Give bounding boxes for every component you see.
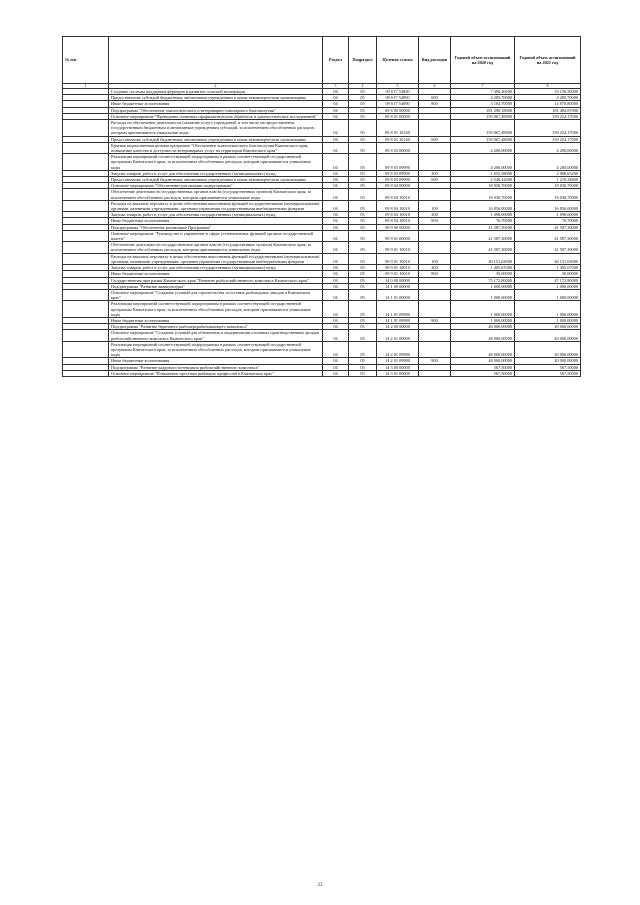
row-amount-2020: 1 000,00000 xyxy=(451,317,515,323)
row-podrazdel: 05 xyxy=(349,200,377,211)
row-number-cell xyxy=(63,142,109,153)
row-razdel: 04 xyxy=(323,177,349,183)
row-description: Основное мероприятие "Руководство и управление в сфере установленных функций органов государственной власти" xyxy=(109,230,323,241)
row-target-article: 09 8 04 10010 xyxy=(377,200,419,211)
row-amount-2021: 30,00000 xyxy=(515,271,581,277)
row-amount-2020: 48 000,00000 xyxy=(451,324,515,330)
row-target-article: 09 8 04 10010 xyxy=(377,212,419,218)
row-amount-2020: 567,50000 xyxy=(451,364,515,370)
row-razdel: 04 xyxy=(323,183,349,189)
row-number-cell xyxy=(63,301,109,318)
row-podrazdel: 05 xyxy=(349,230,377,241)
row-amount-2020: 1 098,00000 xyxy=(451,212,515,218)
row-expense-type xyxy=(419,341,451,358)
row-expense-type: 200 xyxy=(419,170,451,176)
row-number-cell xyxy=(63,341,109,358)
row-amount-2021: 1 405,67000 xyxy=(515,265,581,271)
row-razdel: 04 xyxy=(323,107,349,113)
row-number-cell xyxy=(63,189,109,200)
col-header-2021: Годовой объем ассигнований на 2021 год xyxy=(515,37,581,84)
row-description: Создание системы поддержки фермеров и развитие сельской кооперации xyxy=(109,89,323,95)
row-expense-type xyxy=(419,289,451,300)
row-razdel: 04 xyxy=(323,324,349,330)
row-target-article: 14 2 00 00000 xyxy=(377,324,419,330)
row-target-article: 14 3 01 00000 xyxy=(377,370,419,376)
row-target-article: 09 9 00 00000 xyxy=(377,224,419,230)
col-header-vid: Вид расходов xyxy=(419,37,451,84)
row-number-cell xyxy=(63,289,109,300)
row-expense-type: 800 xyxy=(419,271,451,277)
row-razdel: 04 xyxy=(323,301,349,318)
row-podrazdel: 05 xyxy=(349,142,377,153)
col-header-podrazdel: Подраздел xyxy=(349,37,377,84)
row-razdel: 04 xyxy=(323,289,349,300)
row-number-cell xyxy=(63,200,109,211)
table-row xyxy=(63,253,581,264)
col-header-statya: Целевая статья xyxy=(377,37,419,84)
row-expense-type: 600 xyxy=(419,136,451,142)
row-target-article: 09 8 03 00000 xyxy=(377,142,419,153)
row-amount-2020: 159 067,48000 xyxy=(451,136,515,142)
column-number: 4 xyxy=(349,84,377,89)
row-description: Закупка товаров, работ и услуг для обеспечения государственных (муниципальных) нужд xyxy=(109,212,323,218)
row-expense-type xyxy=(419,330,451,341)
row-podrazdel: 05 xyxy=(349,177,377,183)
row-number-cell xyxy=(63,253,109,264)
row-podrazdel: 05 xyxy=(349,370,377,376)
row-description: Закупка товаров, работ и услуг для обеспечения государственных (муниципальных) нужд xyxy=(109,265,323,271)
row-amount-2020: 30,00000 xyxy=(451,271,515,277)
row-number-cell xyxy=(63,120,109,137)
row-amount-2021: 4 200,00000 xyxy=(515,154,581,171)
row-podrazdel: 05 xyxy=(349,101,377,107)
row-description: Иные бюджетные ассигнования xyxy=(109,218,323,224)
table-row xyxy=(63,189,581,200)
row-amount-2020: 567,50000 xyxy=(451,370,515,376)
row-target-article: 09 8 01 00000 xyxy=(377,113,419,119)
row-expense-type xyxy=(419,370,451,376)
row-razdel: 04 xyxy=(323,154,349,171)
row-amount-2021: 41 587,30000 xyxy=(515,230,581,241)
row-target-article: 14 2 01 00000 xyxy=(377,330,419,341)
row-expense-type: 800 xyxy=(419,101,451,107)
column-number: 7 xyxy=(451,84,515,89)
row-description: Расходы на обеспечение деятельности (оказание услуг) учреждений, в том числе на предоставление государственным бюджетным и автономным учреждениям субсидий, за исключением обособленных расходов, которым присваиваются уникальные коды xyxy=(109,120,323,137)
row-description: Реализация мероприятий соответствующей подпрограммы в рамках соответствующей государственной программы Камчатского края, за исключением обособленных расходов, которым присваиваются уникальные коды xyxy=(109,154,323,171)
row-amount-2021: 40 151,63000 xyxy=(515,253,581,264)
row-razdel: 04 xyxy=(323,95,349,101)
row-target-article: 09 8 03 09990 xyxy=(377,170,419,176)
row-description: Подпрограмма "Развитие аквакультуры" xyxy=(109,283,323,289)
row-target-article: 09 8 03 09990 xyxy=(377,177,419,183)
row-podrazdel: 05 xyxy=(349,330,377,341)
row-description: Основное мероприятие "Создание условий для строительства лососевых рыбоводных заводов в Камчатском крае" xyxy=(109,289,323,300)
row-description: Иные бюджетные ассигнования xyxy=(109,358,323,364)
row-description: Предоставление субсидий бюджетным, автономным учреждениям и иным некоммерческим организациям xyxy=(109,136,323,142)
page-number: 23 xyxy=(317,883,323,888)
row-amount-2021: 567,50000 xyxy=(515,364,581,370)
row-razdel: 04 xyxy=(323,341,349,358)
row-razdel: 04 xyxy=(323,170,349,176)
row-razdel: 04 xyxy=(323,317,349,323)
row-target-article: 09 8 01 10140 xyxy=(377,120,419,137)
table-row xyxy=(63,142,581,153)
row-target-article: 14 1 01 09980 xyxy=(377,301,419,318)
col-header-razdel: Раздел xyxy=(323,37,349,84)
column-number: 5 xyxy=(377,84,419,89)
row-number-cell xyxy=(63,242,109,253)
row-target-article: 09 8 04 10010 xyxy=(377,189,419,200)
budget-table xyxy=(62,36,581,377)
row-number-cell xyxy=(63,154,109,171)
row-razdel: 04 xyxy=(323,113,349,119)
row-amount-2021: 159 254,17000 xyxy=(515,113,581,119)
row-expense-type xyxy=(419,242,451,253)
row-description: Предоставление субсидий бюджетным, автономным учреждениям и иным некоммерческим организациям xyxy=(109,177,323,183)
row-target-article: 09 8 03 09990 xyxy=(377,154,419,171)
row-podrazdel: 05 xyxy=(349,317,377,323)
row-razdel: 04 xyxy=(323,120,349,137)
row-podrazdel: 05 xyxy=(349,89,377,95)
row-razdel: 04 xyxy=(323,189,349,200)
row-amount-2020: 18 030,70000 xyxy=(451,183,515,189)
row-amount-2020: 76,70000 xyxy=(451,218,515,224)
row-description: Расходы на выплаты персоналу в целях обеспечения выполнения функций государственными (муниципальными) органами, казенными учреждениями, органами управления государственными внебюджетными фондами xyxy=(109,253,323,264)
row-amount-2021: 20 000,00000 xyxy=(515,330,581,341)
row-expense-type xyxy=(419,189,451,200)
table-row xyxy=(63,330,581,341)
row-target-article: 09 8 04 10010 xyxy=(377,218,419,224)
row-razdel: 04 xyxy=(323,277,349,283)
row-razdel: 04 xyxy=(323,242,349,253)
row-amount-2020: 48 000,00000 xyxy=(451,341,515,358)
row-description: Обеспечение деятельности государственных органов власти (государственных органов) Камчатского края, за исключением обособленных расходов, которым присваиваются уникальные коды xyxy=(109,189,323,200)
row-amount-2020: 3 104,70000 xyxy=(451,101,515,107)
row-amount-2021: 567,50000 xyxy=(515,370,581,376)
row-description: Краевая ведомственная целевая программа "Обеспечение эпизоотического благополучия Камчатского края, повышение качества и доступности ветеринарных услуг на территории Камчатского края" xyxy=(109,142,323,153)
row-amount-2021: 76,70000 xyxy=(515,218,581,224)
row-description: Обеспечение деятельности государственных органов власти (государственных органов) Камчатского края, за исключением обособленных расходов, которым присваиваются уникальные коды xyxy=(109,242,323,253)
table-row xyxy=(63,242,581,253)
row-target-article: 09 6 I7 54800 xyxy=(377,101,419,107)
row-target-article: 14 0 00 00000 xyxy=(377,277,419,283)
row-amount-2021: 1 098,00000 xyxy=(515,212,581,218)
row-number-cell xyxy=(63,230,109,241)
row-amount-2021: 159 254,17000 xyxy=(515,120,581,137)
row-podrazdel: 05 xyxy=(349,265,377,271)
row-podrazdel: 05 xyxy=(349,154,377,171)
row-podrazdel: 05 xyxy=(349,136,377,142)
row-amount-2021: 1 000,00000 xyxy=(515,301,581,318)
row-amount-2020: 4 285,70000 xyxy=(451,95,515,101)
row-podrazdel: 05 xyxy=(349,283,377,289)
row-amount-2021: 16 856,00000 xyxy=(515,200,581,211)
row-description: Иные бюджетные ассигнования xyxy=(109,101,323,107)
table-row xyxy=(63,341,581,358)
table-row xyxy=(63,200,581,211)
row-target-article: 09 9 01 10010 xyxy=(377,265,419,271)
row-description: Подпрограмма "Развитие берегового рыбоперерабатывающего комплекса" xyxy=(109,324,323,330)
row-description: Реализация мероприятий соответствующей подпрограммы в рамках соответствующей государственной программы Камчатского края, за исключением обособленных расходов, которым присваиваются уникальные коды xyxy=(109,341,323,358)
row-podrazdel: 05 xyxy=(349,364,377,370)
row-number-cell xyxy=(63,330,109,341)
row-amount-2020: 1 000,00000 xyxy=(451,283,515,289)
row-amount-2020: 48 000,00000 xyxy=(451,330,515,341)
row-amount-2020: 181 298,18000 xyxy=(451,107,515,113)
row-number-cell xyxy=(63,370,109,376)
row-target-article: 14 2 01 09980 xyxy=(377,341,419,358)
column-number: 6 xyxy=(419,84,451,89)
row-amount-2020: 1 000,00000 xyxy=(451,301,515,318)
row-expense-type: 800 xyxy=(419,218,451,224)
table-body xyxy=(63,89,581,377)
table-row xyxy=(63,289,581,300)
row-description: Подпрограмма "Обеспечение реализации Программы" xyxy=(109,224,323,230)
row-expense-type: 100 xyxy=(419,253,451,264)
row-description: Основное мероприятие "Создание условий для обновления и модернизации основных производственных фондов рыбохозяйственного комплекса Камчатского края" xyxy=(109,330,323,341)
row-description: Подпрограмма "Развитие кадрового потенциала рыбохозяйственного комплекса" xyxy=(109,364,323,370)
row-amount-2020: 159 067,48000 xyxy=(451,113,515,119)
header-row xyxy=(63,37,581,84)
row-description: Реализация мероприятий соответствующей подпрограммы в рамках соответствующей государственной программы Камчатского края, за исключением обособленных расходов, которым присваиваются уникальные коды xyxy=(109,301,323,318)
row-amount-2021: 1 000,00000 xyxy=(515,289,581,300)
row-amount-2021: 1 000,00000 xyxy=(515,283,581,289)
row-razdel: 04 xyxy=(323,136,349,142)
row-podrazdel: 05 xyxy=(349,189,377,200)
row-target-article: 09 8 04 00000 xyxy=(377,183,419,189)
row-description: Закупка товаров, работ и услуг для обеспечения государственных (муниципальных) нужд xyxy=(109,170,323,176)
row-description: Иные бюджетные ассигнования xyxy=(109,317,323,323)
row-podrazdel: 05 xyxy=(349,324,377,330)
row-podrazdel: 05 xyxy=(349,107,377,113)
row-target-article: 14 1 00 00000 xyxy=(377,283,419,289)
row-razdel: 04 xyxy=(323,224,349,230)
row-razdel: 04 xyxy=(323,271,349,277)
row-podrazdel: 05 xyxy=(349,212,377,218)
row-target-article: 09 9 01 10010 xyxy=(377,253,419,264)
row-amount-2020: 2 546,42000 xyxy=(451,177,515,183)
row-razdel: 04 xyxy=(323,212,349,218)
row-amount-2020: 48 000,00000 xyxy=(451,358,515,364)
row-description: Государственная программа Камчатского края "Развитие рыбохозяйственного комплекса Камчатского края" xyxy=(109,277,323,283)
column-number: 8 xyxy=(515,84,581,89)
row-target-article: 14 2 01 09980 xyxy=(377,358,419,364)
table-row xyxy=(63,120,581,137)
row-podrazdel: 05 xyxy=(349,289,377,300)
row-amount-2020: 41 587,30000 xyxy=(451,230,515,241)
row-razdel: 04 xyxy=(323,200,349,211)
row-amount-2021: 18 030,70000 xyxy=(515,189,581,200)
row-amount-2021: 41 587,30000 xyxy=(515,224,581,230)
row-amount-2020: 41 587,30000 xyxy=(451,242,515,253)
row-amount-2020: 1 000,00000 xyxy=(451,289,515,300)
row-razdel: 04 xyxy=(323,370,349,376)
row-target-article: 09 9 01 00000 xyxy=(377,230,419,241)
row-target-article: 09 9 01 10010 xyxy=(377,242,419,253)
row-podrazdel: 05 xyxy=(349,113,377,119)
row-target-article: 09 8 01 10140 xyxy=(377,136,419,142)
row-razdel: 04 xyxy=(323,89,349,95)
row-razdel: 04 xyxy=(323,253,349,264)
row-amount-2020: 159 067,48000 xyxy=(451,120,515,137)
row-amount-2020: 7 390,40000 xyxy=(451,89,515,95)
row-target-article: 14 1 01 00000 xyxy=(377,289,419,300)
row-amount-2021: 2 980,65200 xyxy=(515,170,581,176)
row-description: Предоставление субсидий бюджетным, автономным учреждениям и иным некоммерческим организациям xyxy=(109,95,323,101)
row-amount-2021: 14 870,80000 xyxy=(515,101,581,107)
row-amount-2021: 1 219,34800 xyxy=(515,177,581,183)
row-amount-2020: 40 151,63000 xyxy=(451,253,515,264)
row-target-article: 09 9 01 10010 xyxy=(377,271,419,277)
row-amount-2021: 159 254,17000 xyxy=(515,136,581,142)
table-row xyxy=(63,230,581,241)
row-podrazdel: 05 xyxy=(349,277,377,283)
row-amount-2020: 1 405,67000 xyxy=(451,265,515,271)
row-podrazdel: 05 xyxy=(349,183,377,189)
row-expense-type xyxy=(419,120,451,137)
row-podrazdel: 05 xyxy=(349,224,377,230)
row-razdel: 04 xyxy=(323,330,349,341)
row-amount-2020: 75 172,80000 xyxy=(451,277,515,283)
row-razdel: 04 xyxy=(323,265,349,271)
row-target-article: 09 6 I7 54800 xyxy=(377,95,419,101)
row-amount-2021: 20 000,00000 xyxy=(515,341,581,358)
col-header-description xyxy=(109,37,323,84)
row-amount-2020: 16 856,00000 xyxy=(451,200,515,211)
row-expense-type xyxy=(419,142,451,153)
row-razdel: 04 xyxy=(323,364,349,370)
row-podrazdel: 05 xyxy=(349,218,377,224)
col-header-2020: Годовой объем ассигнований на 2020 год xyxy=(451,37,515,84)
row-expense-type: 100 xyxy=(419,200,451,211)
row-expense-type: 600 xyxy=(419,177,451,183)
row-expense-type xyxy=(419,230,451,241)
row-razdel: 04 xyxy=(323,358,349,364)
row-expense-type: 800 xyxy=(419,358,451,364)
row-razdel: 04 xyxy=(323,142,349,153)
row-amount-2020: 1 653,58000 xyxy=(451,170,515,176)
row-podrazdel: 05 xyxy=(349,253,377,264)
column-number: 2 xyxy=(109,84,323,89)
row-description: Расходы на выплаты персоналу в целях обеспечения выполнения функций государственными (муниципальными) органами, казенными учреждениями, органами управления государственными внебюджетными фондами xyxy=(109,200,323,211)
row-amount-2021: 20 000,00000 xyxy=(515,324,581,330)
row-expense-type xyxy=(419,301,451,318)
row-podrazdel: 05 xyxy=(349,301,377,318)
row-amount-2021: 41 587,30000 xyxy=(515,242,581,253)
table-row xyxy=(63,154,581,171)
row-description: Основное мероприятие "Проведение плановых профилактических обработок и диагностических исследований" xyxy=(109,113,323,119)
row-expense-type xyxy=(419,154,451,171)
row-razdel: 04 xyxy=(323,101,349,107)
row-expense-type: 600 xyxy=(419,95,451,101)
row-amount-2021: 181 484,87000 xyxy=(515,107,581,113)
row-amount-2021: 47 172,80000 xyxy=(515,277,581,283)
row-description: Иные бюджетные ассигнования xyxy=(109,271,323,277)
column-number: 1 xyxy=(63,84,109,89)
row-amount-2020: 4 200,00000 xyxy=(451,142,515,153)
row-target-article: 09 6 I7 54800 xyxy=(377,89,419,95)
table-row xyxy=(63,301,581,318)
row-amount-2021: 4 285,70000 xyxy=(515,95,581,101)
row-description: Основное мероприятие "Обеспечение реализации подпрограммы" xyxy=(109,183,323,189)
row-razdel: 04 xyxy=(323,218,349,224)
row-amount-2020: 41 587,30000 xyxy=(451,224,515,230)
row-expense-type: 200 xyxy=(419,265,451,271)
column-number: 3 xyxy=(323,84,349,89)
row-target-article: 14 1 01 09980 xyxy=(377,317,419,323)
row-podrazdel: 05 xyxy=(349,120,377,137)
row-amount-2021: 1 000,00000 xyxy=(515,317,581,323)
row-expense-type: 200 xyxy=(419,212,451,218)
row-podrazdel: 05 xyxy=(349,358,377,364)
row-razdel: 04 xyxy=(323,283,349,289)
row-target-article: 14 3 00 00000 xyxy=(377,364,419,370)
row-amount-2021: 19 156,50000 xyxy=(515,89,581,95)
row-expense-type: 800 xyxy=(419,317,451,323)
row-amount-2021: 18 030,70000 xyxy=(515,183,581,189)
col-header-number: № п/п xyxy=(63,37,109,84)
row-description: Подпрограмма "Обеспечение эпизоотического и ветеринарно-санитарного благополучия" xyxy=(109,107,323,113)
row-podrazdel: 05 xyxy=(349,341,377,358)
row-target-article: 09 8 00 00000 xyxy=(377,107,419,113)
row-podrazdel: 05 xyxy=(349,271,377,277)
row-description: Основное мероприятие "Повышение престижа рыбацких профессий в Камчатском крае" xyxy=(109,370,323,376)
row-amount-2020: 18 030,70000 xyxy=(451,189,515,200)
row-amount-2020: 4 200,00000 xyxy=(451,154,515,171)
row-podrazdel: 05 xyxy=(349,170,377,176)
row-razdel: 04 xyxy=(323,230,349,241)
row-amount-2021: 4 200,00000 xyxy=(515,142,581,153)
row-podrazdel: 05 xyxy=(349,95,377,101)
table-row xyxy=(63,370,581,376)
row-amount-2021: 20 000,00000 xyxy=(515,358,581,364)
row-podrazdel: 05 xyxy=(349,242,377,253)
